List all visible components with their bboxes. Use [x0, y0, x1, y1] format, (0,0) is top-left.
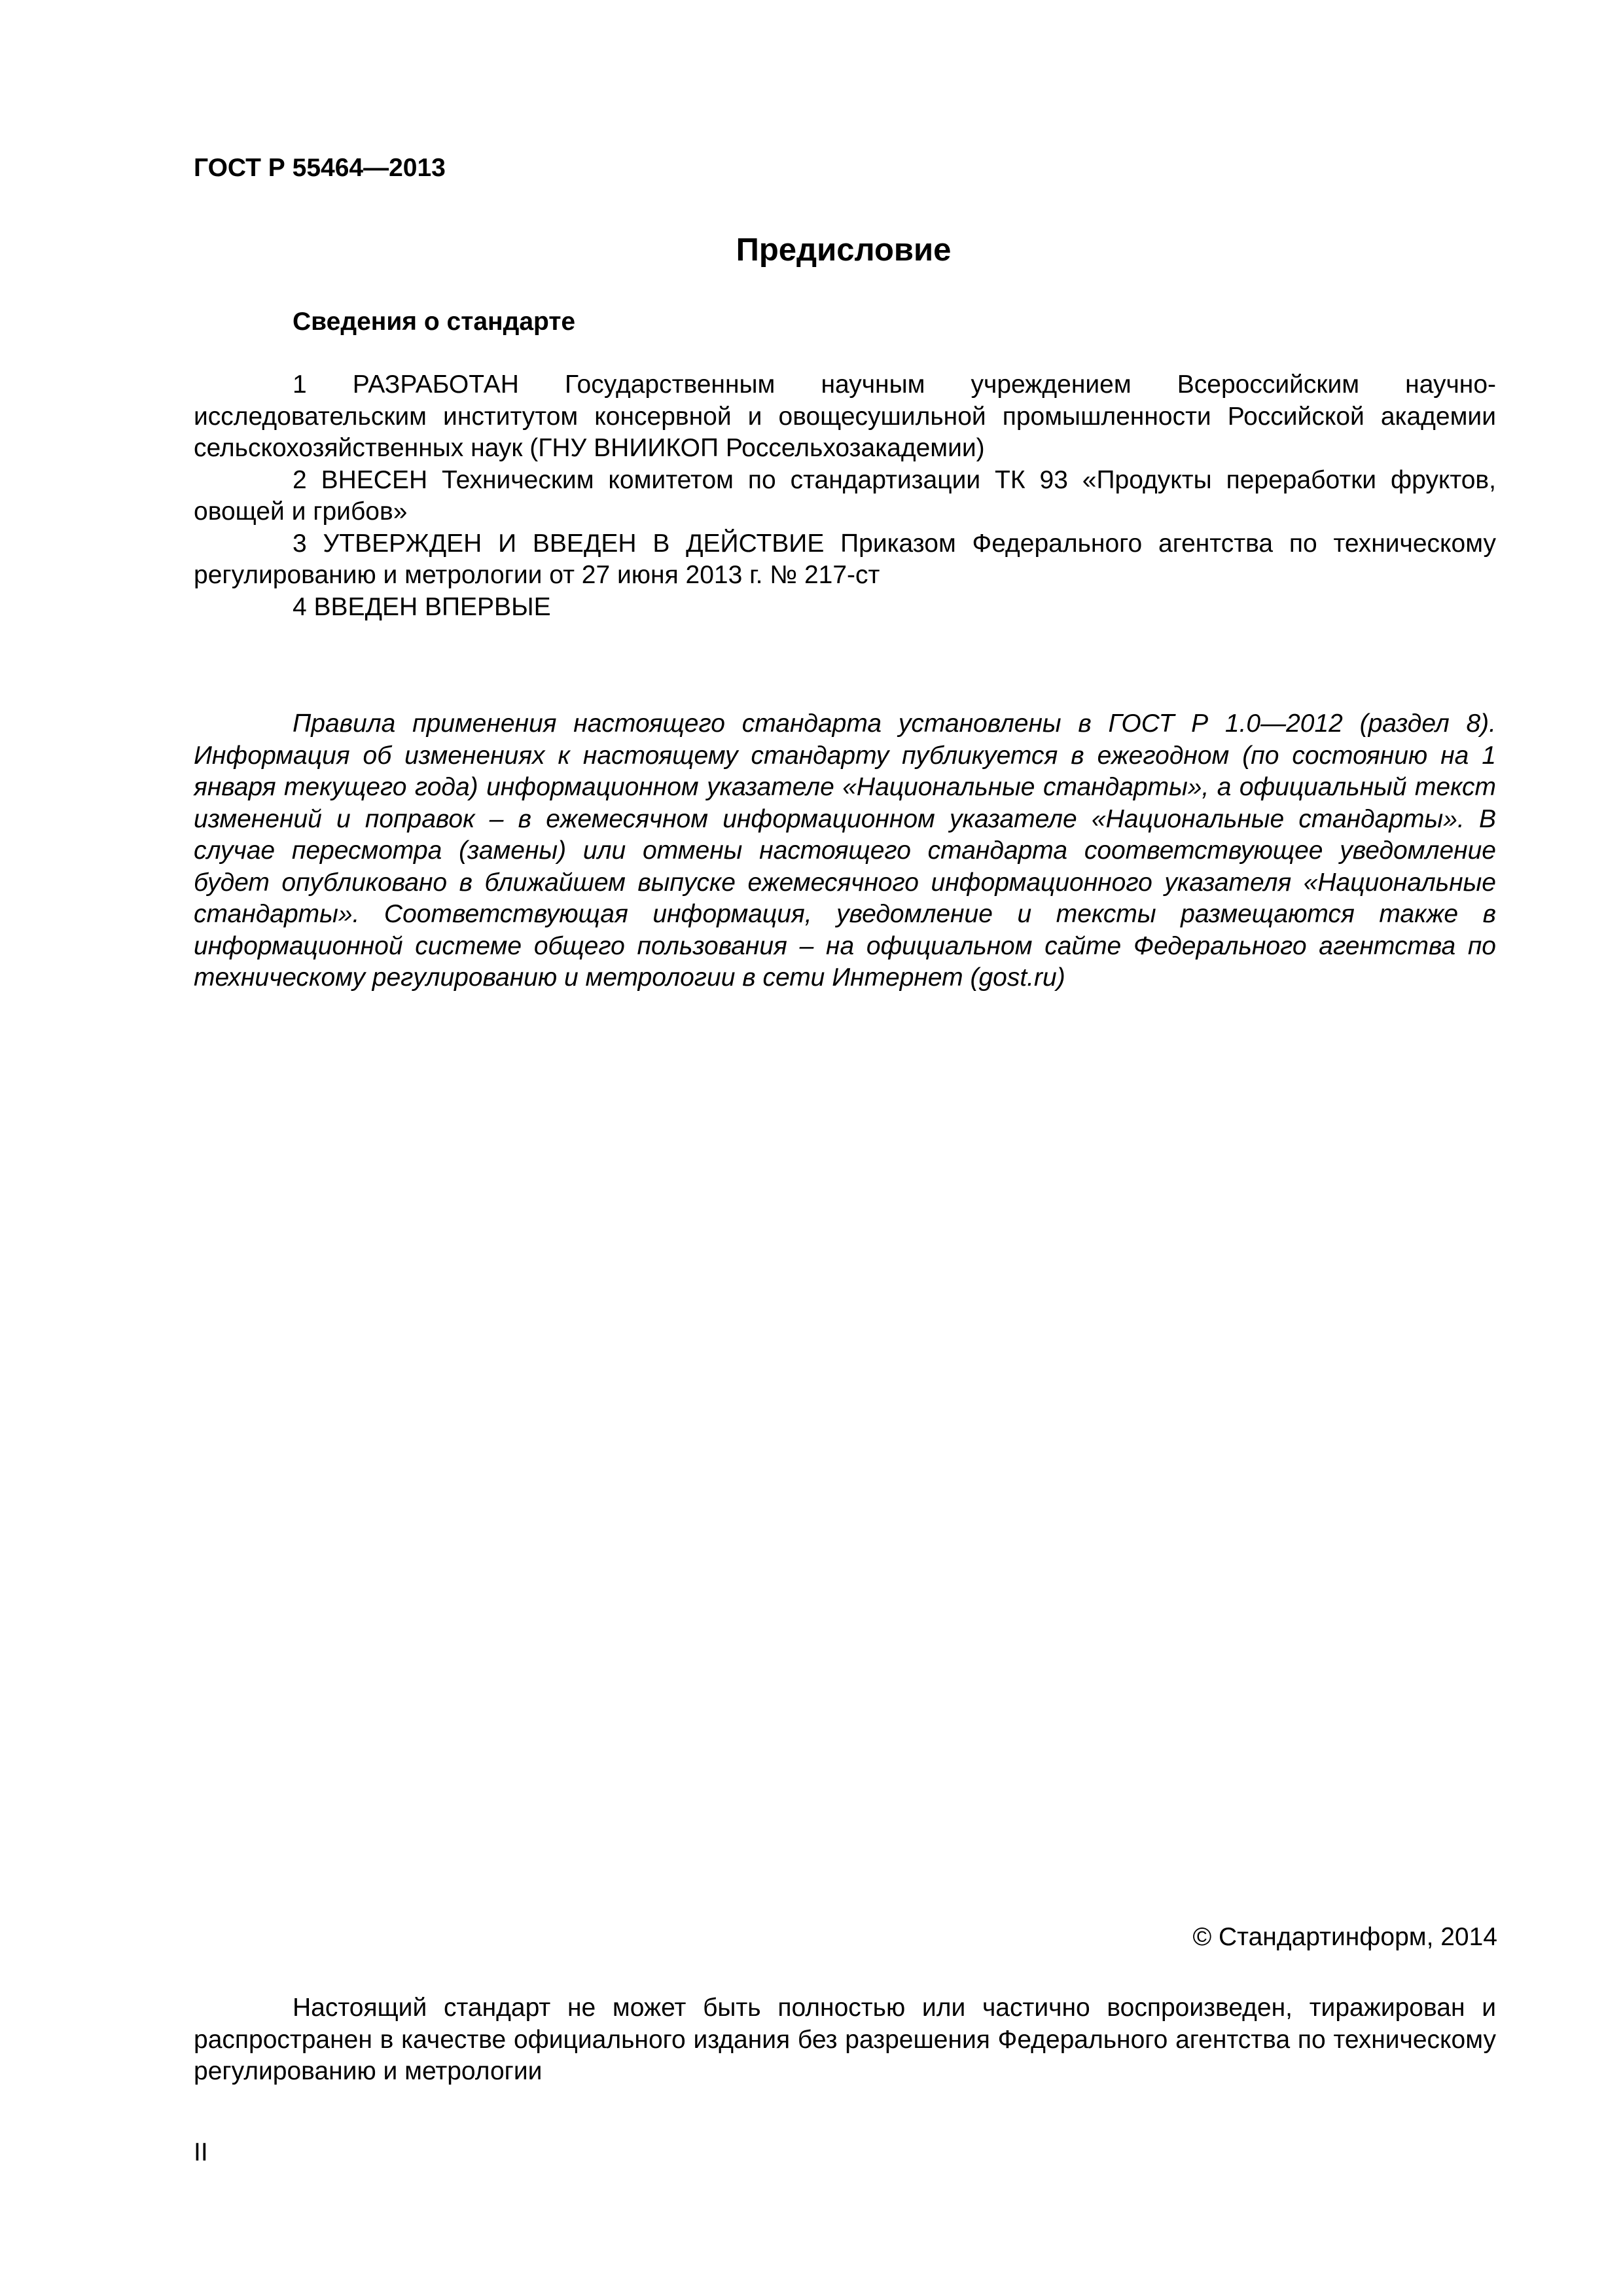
info-item-submitted: 2 ВНЕСЕН Техническим комитетом по стандартизации ТК 93 «Продукты переработки фруктов, овощей и грибов» — [194, 465, 1496, 526]
reproduction-notice: Настоящий стандарт не может быть полностью или частично воспроизведен, тиражирован и распространен в качестве официального издания без разрешения Федерального агентства по техническому регулированию и метрологии — [194, 1994, 1496, 2085]
application-rules-block — [194, 708, 1496, 994]
standard-info-list — [194, 369, 1496, 623]
info-item-developed: 1 РАЗРАБОТАН Государственным научным учреждением Всероссийским научно-исследовательским институтом консервной и овощесушильной промышленности Российской академии сельскохозяйственных наук (ГНУ ВНИИКОП Россельхозакадемии) — [194, 370, 1496, 462]
document-code: ГОСТ Р 55464—2013 — [194, 154, 446, 182]
application-rules-text: Правила применения настоящего стандарта установлены в ГОСТ Р 1.0—2012 (раздел 8). Информация об изменениях к настоящему стандарту публикуется в ежегодном (по состоянию на 1 января текущего года) информационном указателе «Национальные стандарты», а официальный текст изменений и поправок – в ежемесячном информационном указателе «Национальные стандарты». В случае пересмотра (замены) или отмены настоящего стандарта соответствующее уведомление будет опубликовано в ближайшем выпуске ежемесячного информационного указателя «Национальные стандарты». Соответствующая информация, уведомление и тексты размещаются также в информационной системе общего пользования – на официальном сайте Федерального агентства по техническому регулированию и метрологии в сети Интернет (gost.ru) — [194, 709, 1496, 992]
info-item-introduced: 4 ВВЕДЕН ВПЕРВЫЕ — [293, 592, 551, 621]
page-title: Предисловие — [736, 232, 952, 268]
page-number: II — [194, 2138, 208, 2166]
reproduction-notice-block — [194, 1992, 1496, 2088]
copyright-line: © Стандартинформ, 2014 — [1192, 1923, 1497, 1951]
info-item-approved: 3 УТВЕРЖДЕН И ВВЕДЕН В ДЕЙСТВИЕ Приказом Федерального агентства по техническому регулированию и метрологии от 27 июня 2013 г. № 217-ст — [194, 529, 1496, 589]
section-subheading: Сведения о стандарте — [293, 308, 576, 336]
